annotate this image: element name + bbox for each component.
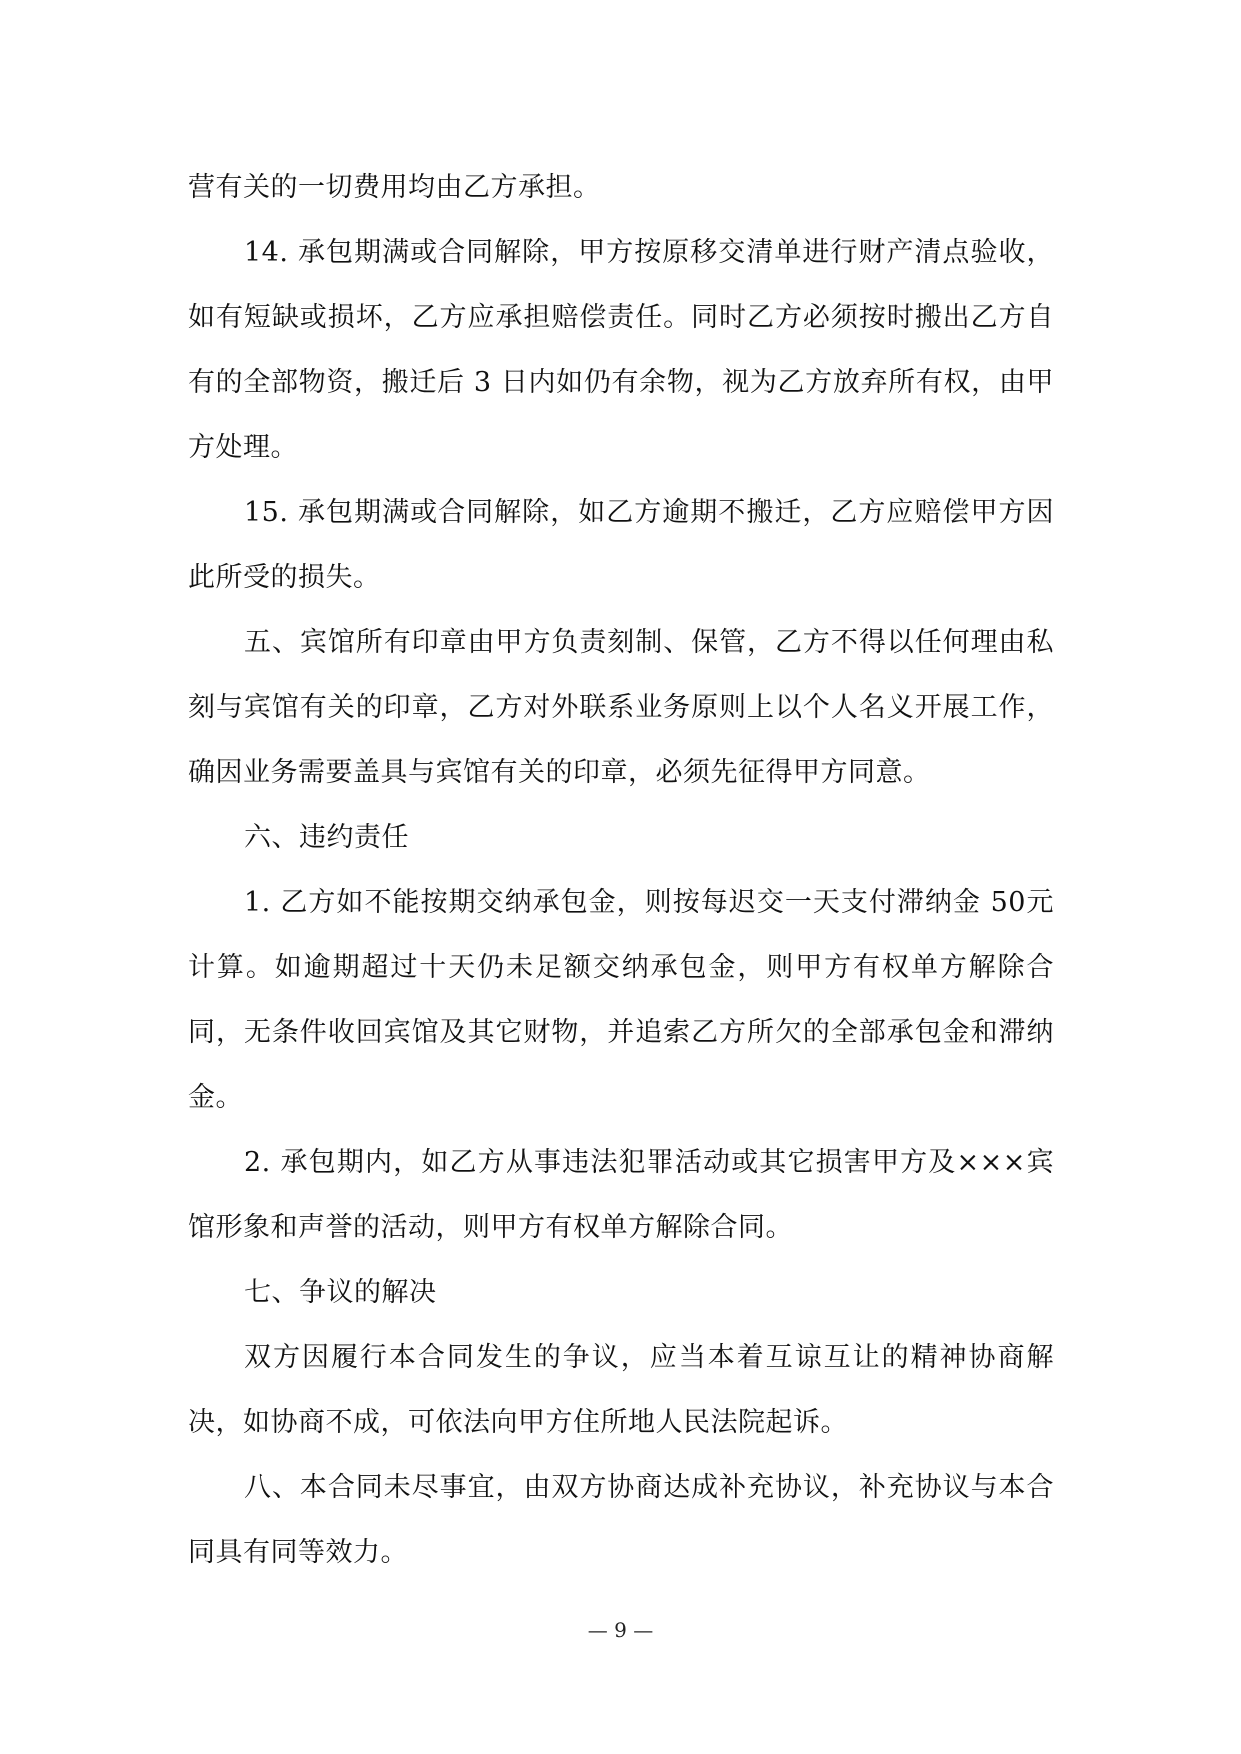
heading-section-7-disputes: 七、争议的解决 xyxy=(244,1277,437,1308)
document-body xyxy=(188,155,1054,1585)
paragraph-breach-item-1: 1. 乙方如不能按期交纳承包金，则按每迟交一天支付滞纳金 50元计算。如逾期超过十天仍未足额交纳承包金，则甲方有权单方解除合同，无条件收回宾馆及其它财物，并追索乙方所欠的全部承包金和滞纳金。 xyxy=(188,887,1054,1113)
page-number: — 9 — xyxy=(587,1618,654,1642)
paragraph-continuation: 营有关的一切费用均由乙方承担。 xyxy=(188,172,601,203)
paragraph-breach-item-2: 2. 承包期内，如乙方从事违法犯罪活动或其它损害甲方及×××宾馆形象和声誉的活动，则甲方有权单方解除合同。 xyxy=(188,1147,1054,1243)
paragraph-clause-14: 14. 承包期满或合同解除，甲方按原移交清单进行财产清点验收，如有短缺或损坏，乙方应承担赔偿责任。同时乙方必须按时搬出乙方自有的全部物资，搬迁后 3 日内如仍有余物，视为乙方放弃所有权，由甲方处理。 xyxy=(188,237,1054,463)
paragraph-clause-15: 15. 承包期满或合同解除，如乙方逾期不搬迁，乙方应赔偿甲方因此所受的损失。 xyxy=(188,497,1054,593)
paragraph-section-5-seals: 五、宾馆所有印章由甲方负责刻制、保管，乙方不得以任何理由私刻与宾馆有关的印章，乙方对外联系业务原则上以个人名义开展工作，确因业务需要盖具与宾馆有关的印章，必须先征得甲方同意。 xyxy=(188,627,1054,788)
heading-section-6-breach: 六、违约责任 xyxy=(244,822,409,853)
paragraph-section-8-supplement: 八、本合同未尽事宜，由双方协商达成补充协议，补充协议与本合同具有同等效力。 xyxy=(188,1472,1054,1568)
paragraph-dispute-resolution: 双方因履行本合同发生的争议，应当本着互谅互让的精神协商解决，如协商不成，可依法向甲方住所地人民法院起诉。 xyxy=(188,1342,1054,1438)
